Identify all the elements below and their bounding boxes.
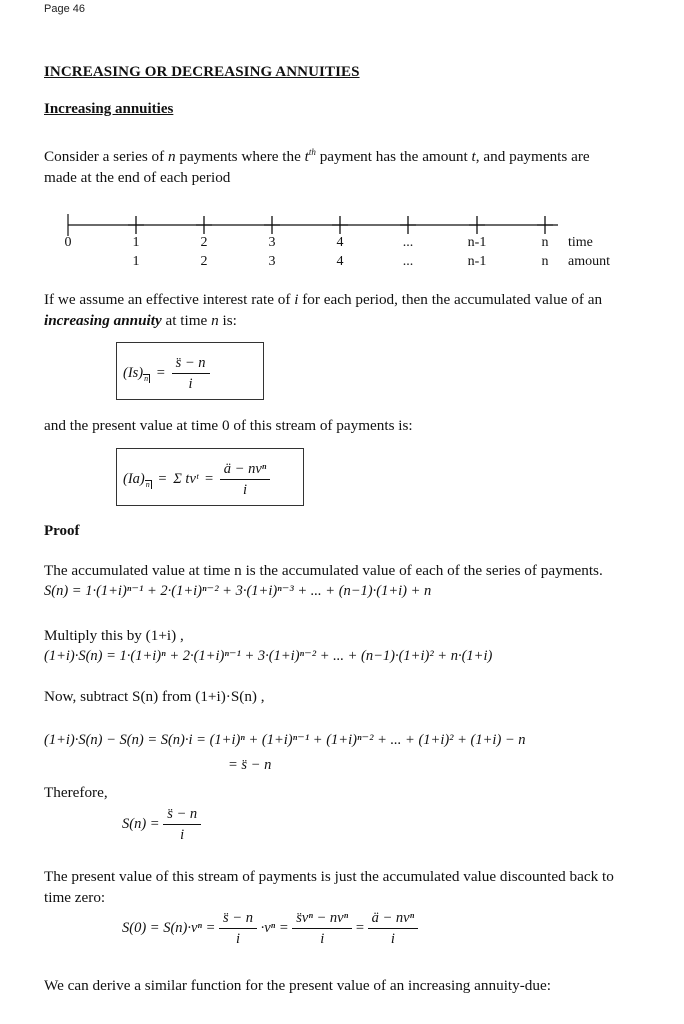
therefore-text: Therefore,: [44, 784, 108, 801]
subsection-title: Increasing annuities: [44, 101, 174, 117]
time-2: 2: [200, 235, 208, 250]
time-label: time: [568, 235, 593, 250]
equation-result: S(n) = $\frac{s̈ - n}{i}$: [122, 806, 201, 843]
closing-paragraph: We can derive a similar function for the present value of an increasing annuity-due:: [44, 977, 551, 994]
equation-multiply: (1+i)·S(n) = 1·(1+i)ⁿ + 2·(1+i)ⁿ⁻¹ + 3·(1+i)ⁿ⁻² + ... + (n−1)·(1+i)² + n·(1+i): [44, 648, 493, 664]
pv-paragraph: The present value of this stream of payments is just the accumulated value discounted back to time zero:: [44, 868, 614, 906]
equation-sn: S(n) = 1·(1+i)ⁿ⁻¹ + 2·(1+i)ⁿ⁻² + 3·(1+i)ⁿ⁻³ + ... + (n−1)·(1+i) + n: [44, 583, 432, 599]
time-0: 0: [64, 235, 72, 250]
page-number: Page 46: [44, 3, 85, 15]
assumption-paragraph: If we assume an effective interest rate of i for each period, then the accumulated value of an increasing annuity at time n is:: [44, 291, 603, 329]
equation-present-value: S(0) = S(n)·vⁿ = $\frac{s̈ - n}{i}$ ·vⁿ = $\frac{\text{s̈vⁿ − nvⁿ}}{i}$ = $\frac{\text{ä − nvⁿ}}{i}$: [122, 910, 418, 947]
time-ellipsis: ...: [402, 235, 414, 250]
time-1: 1: [132, 235, 140, 250]
payment-timeline: [0, 205, 684, 275]
intro-paragraph: Consider a series of n payments where the $t^{th}$ payment has the amount t, and payments are made at the end of each period: [44, 147, 590, 187]
proof-paragraph: The accumulated value at time n is the accumulated value of each of the series of payments.: [44, 562, 603, 579]
time-3: 3: [268, 235, 276, 250]
subtract-text: Now, subtract S(n) from (1+i)·S(n) ,: [44, 688, 265, 705]
amount-4: 4: [336, 254, 344, 269]
amount-n: n: [541, 254, 549, 269]
time-n: n: [541, 235, 549, 250]
amount-label: amount: [568, 254, 610, 269]
amount-3: 3: [268, 254, 276, 269]
multiply-text: Multiply this by (1+i) ,: [44, 627, 184, 644]
amount-ellipsis: ...: [402, 254, 414, 269]
amount-n-1: n-1: [467, 254, 487, 269]
formula-accumulated-value: (Is)n = $\frac{s̈ - n}{i}$: [116, 342, 264, 400]
equation-subtract-result: = s̈ − n: [228, 757, 272, 773]
section-title: INCREASING OR DECREASING ANNUITIES: [44, 64, 360, 80]
proof-heading: Proof: [44, 523, 80, 539]
amount-1: 1: [132, 254, 140, 269]
amount-2: 2: [200, 254, 208, 269]
time-4: 4: [336, 235, 344, 250]
formula-present-value: (Ia)n = Σ tvᵗ = $\frac{\text{ä − nvⁿ}}{i}$: [116, 448, 304, 506]
time-n-1: n-1: [467, 235, 487, 250]
present-value-intro: and the present value at time 0 of this stream of payments is:: [44, 417, 413, 434]
equation-subtract: (1+i)·S(n) − S(n) = S(n)·i = (1+i)ⁿ + (1+i)ⁿ⁻¹ + (1+i)ⁿ⁻² + ... + (1+i)² + (1+i) − n: [44, 732, 526, 748]
